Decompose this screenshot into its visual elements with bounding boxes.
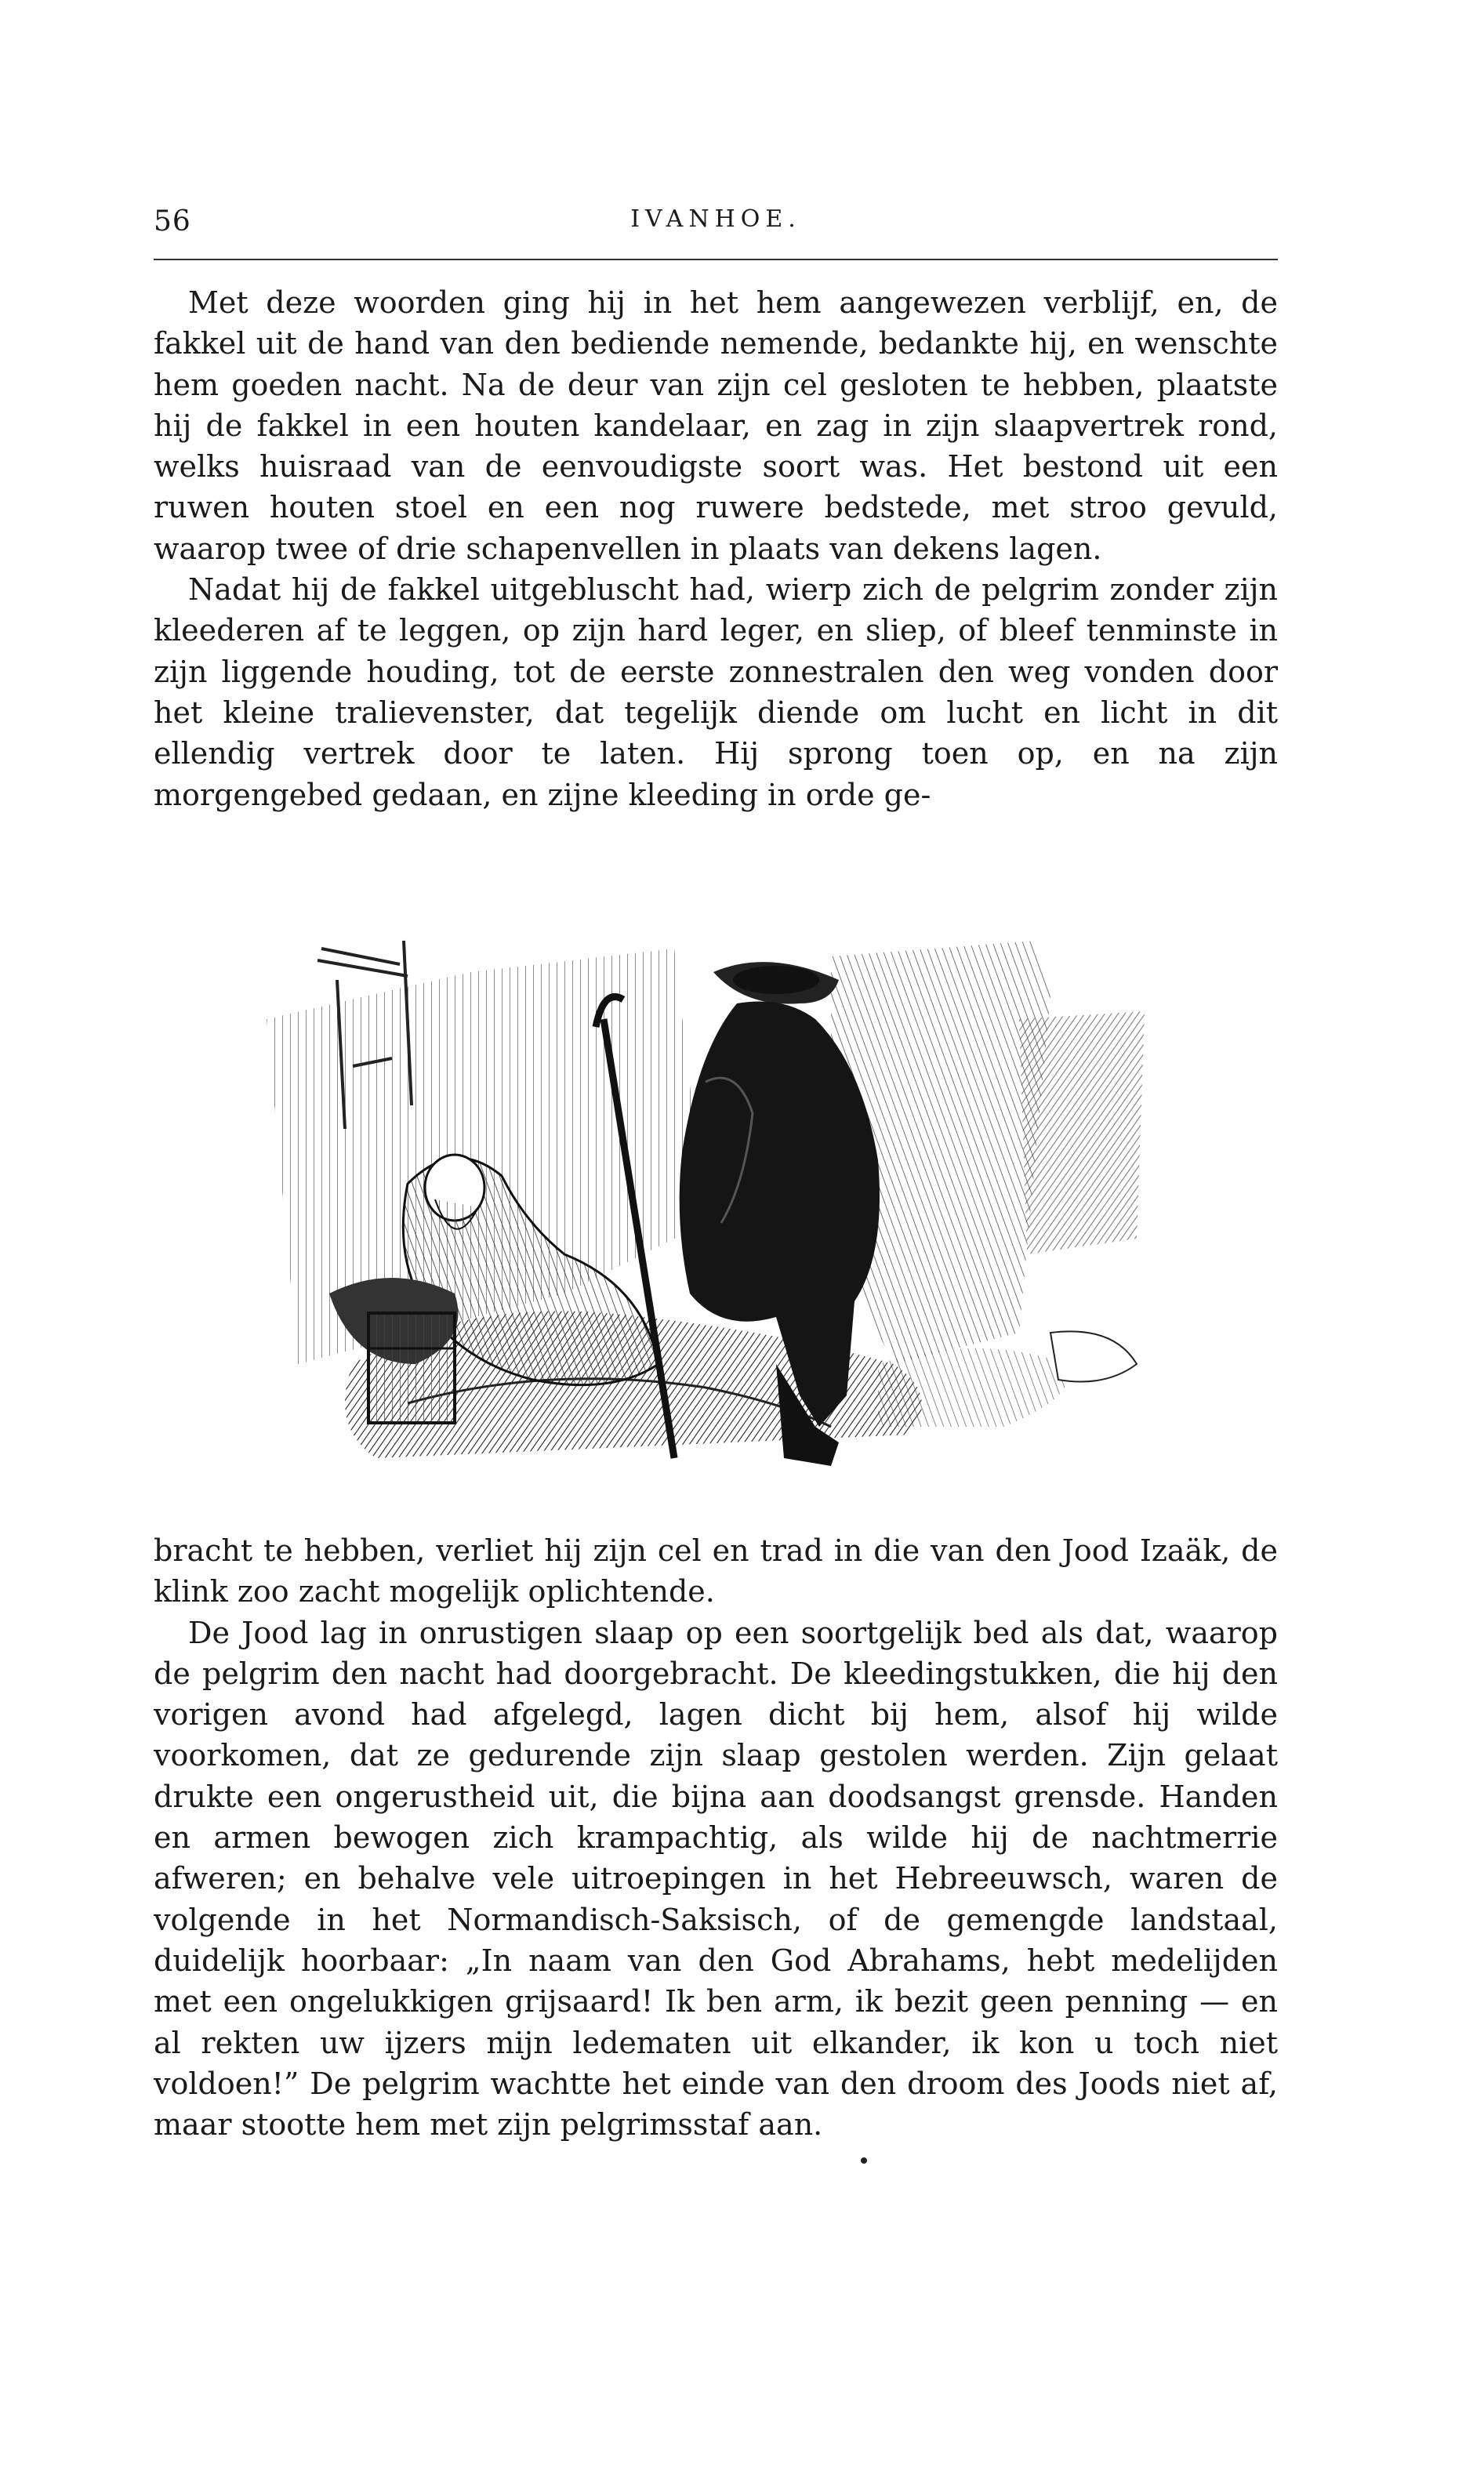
text-block-top [154,282,1278,815]
paragraph: De Jood lag in onrustigen slaap op een soortgelijk bed als dat, waarop de pelgrim den nacht had doorgebracht. De kleedingstukken, die hij den vorigen avond had afgelegd, lagen dicht bij hem, alsof hij wilde voorkomen, dat ze gedurende zijn slaap gestolen werden. Zijn gelaat drukte een ongerustheid uit, die bijna aan doodsangst grensde. Handen en armen bewogen zich krampachtig, als wilde hij de nachtmerrie afweren; en behalve vele uitroepingen in het Hebreeuwsch, waren de volgende in het Normandisch-Saksisch, of de gemengde landstaal, duidelijk hoorbaar: „In naam van den God Abrahams, hebt medelijden met een ongelukkigen grijsaard! Ik ben arm, ik bezit geen penning — en al rekten uw ijzers mijn ledematen uit elkander, ik kon u toch niet voldoen!” De pelgrim wachtte het einde van den droom des Joods niet af, maar stootte hem met zijn pelgrimsstaf aan. [154,1615,1278,2142]
running-title: IVANHOE. [630,205,801,233]
page-number: 56 [154,205,191,238]
paragraph: bracht te hebben, verliet hij zijn cel en trad in die van den Jood Izaäk, de klink zoo zacht mogelijk oplichtende. [154,1533,1278,1609]
wooden-chest [368,1313,455,1423]
paragraph: Nadat hij de fakkel uitgebluscht had, wierp zich de pelgrim zonder zijn kleederen af te leggen, op zijn hard leger, en sliep, of bleef tenminste in zijn liggende houding, tot de eerste zonnestralen den weg vonden door het kleine tralievenster, dat tegelijk diende om lucht en licht in dit ellendig vertrek door te laten. Hij sprong toen op, en na zijn morgengebed gedaan, en zijne kleeding in orde ge- [154,572,1278,812]
paragraph: Met deze woorden ging hij in het hem aangewezen verblijf, en, de fakkel uit de hand van den bediende nemende, bedankte hij, en wenschte hem goeden nacht. Na de deur van zijn cel gesloten te hebben, plaatste hij de fakkel in een houten kandelaar, en zag in zijn slaapvertrek rond, welks huisraad van de eenvoudigste soort was. Het bestond uit een ruwen houten stoel en een nog ruwere bedstede, met stroo gevuld, waarop twee of drie schapenvellen in plaats van dekens lagen. [154,285,1278,566]
page-header [154,205,1278,252]
ink-speck [861,2157,867,2164]
text-block-bottom [154,1530,1278,2145]
engraving-illustration [235,925,1294,1489]
header-rule [154,259,1278,260]
